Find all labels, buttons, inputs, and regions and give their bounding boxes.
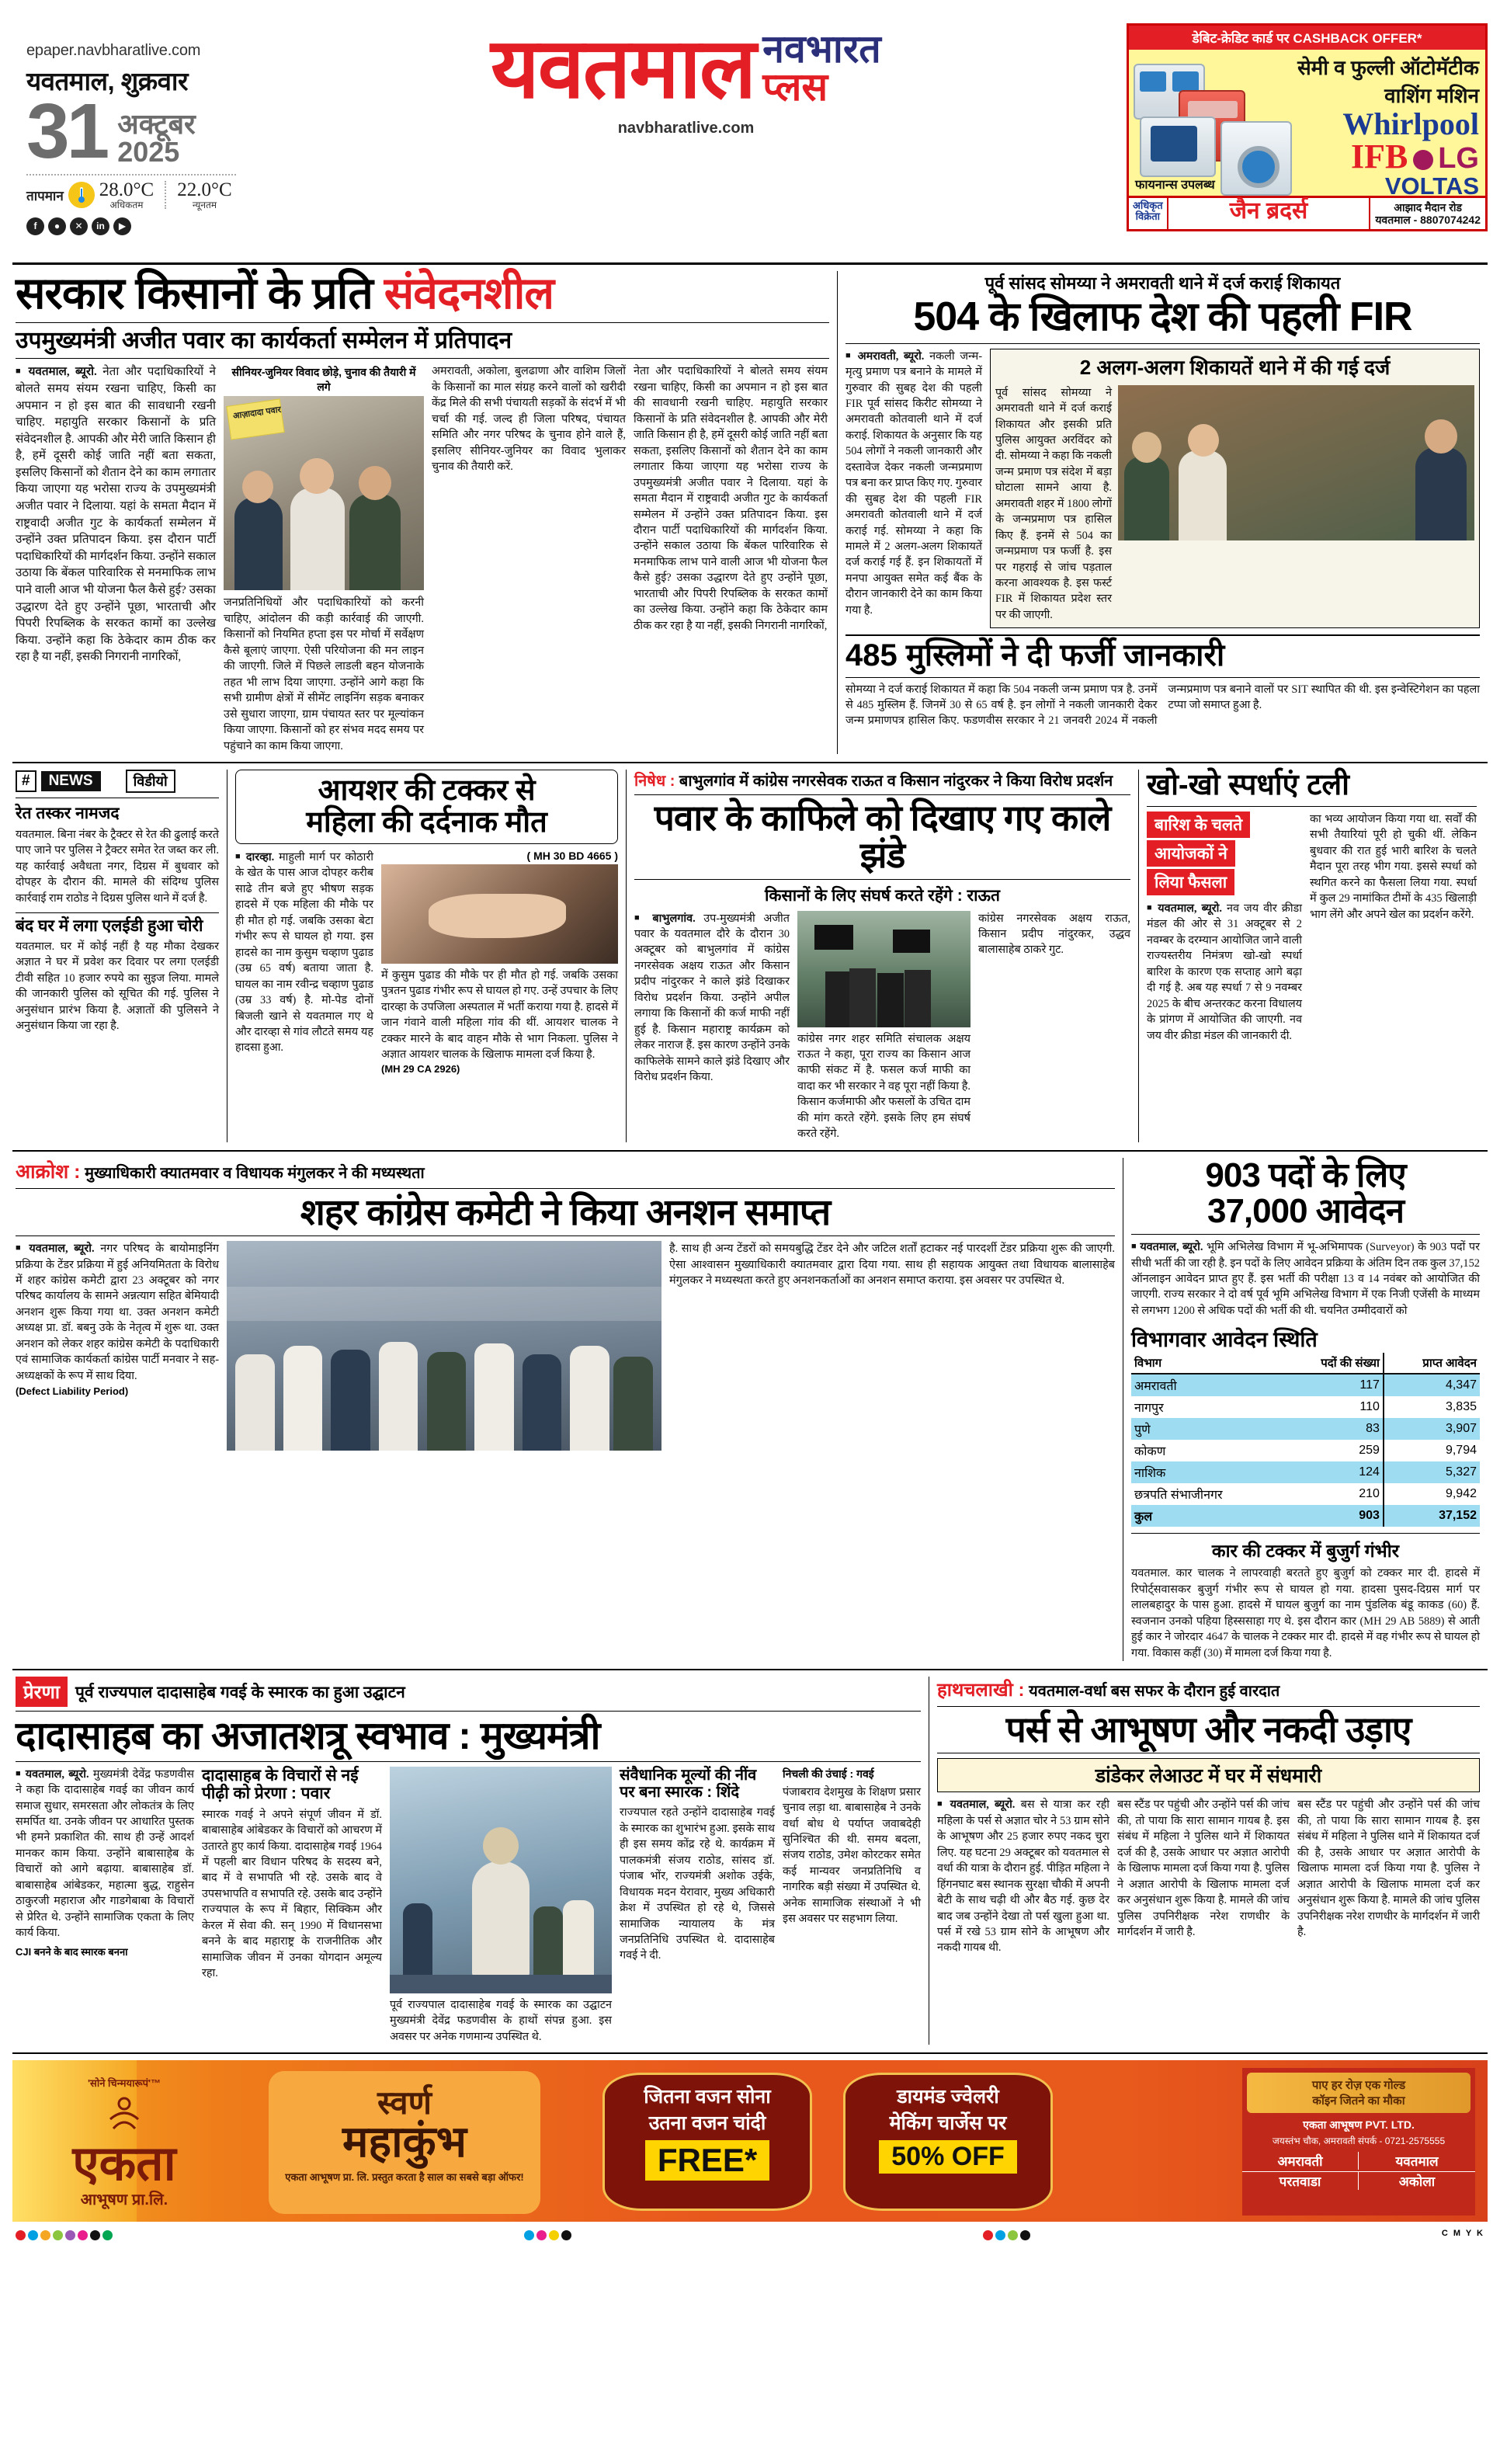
cmyk-label: C M Y K xyxy=(1441,2228,1484,2238)
fir-kicker: पूर्व सांसद सोमय्या ने अमरावती थाने में दर्ज कराई शिकायत xyxy=(984,273,1341,293)
video-label[interactable]: विडीयो xyxy=(126,770,175,793)
cell-department: नागपुर xyxy=(1134,1402,1164,1416)
lead-col-3 xyxy=(432,363,626,754)
masthead-bottom-rule xyxy=(12,262,1488,265)
offer-line-2: महाकुंभ xyxy=(342,2116,467,2166)
cell-posts: 110 xyxy=(1359,1400,1380,1414)
cell-applications: 9,942 xyxy=(1384,1483,1480,1505)
eicher-headline-2: महिला की दर्दनाक मौत xyxy=(306,806,547,839)
cell-total-label: कुल xyxy=(1131,1505,1280,1527)
anshan-label: आक्रोश : xyxy=(16,1160,81,1183)
car-story-headline: कार की टक्कर में बुजुर्ग गंभीर xyxy=(1211,1541,1400,1562)
anshan-story xyxy=(12,1158,1123,1661)
prerna-headline: दादासाहब का अजातशत्रू स्वभाव : मुख्यमंत्री xyxy=(16,1714,600,1758)
news-briefs xyxy=(12,770,227,1142)
anshan-body-2: है. साथ ही अन्य टेंडरों को समयबुद्धि टेंडर देने और जटिल शर्तों हटाकर नई पारदर्शी टेंडर प्रक्रिया शुरू की जाएगी. ऐसा आश्वासन मुख्याधिकारी क्यातमवार द्वारा दिया गया. साथ ही सहायक आयुक्त तथा विधायक बालासाहेब मंगुलकर ने मध्यस्थता करते हुए अनशनकर्ताओं का अनशन समाप्त कराया. इस अवसर पर उपस्थित थे. xyxy=(669,1242,1115,1287)
lg-circle-icon xyxy=(1413,150,1433,170)
lead-body-1: नेता और पदाधिकारियों ने बोलते समय संयम रखना चाहिए, किसी का अपमान न हो इस बात की सावधानी रखनी चाहिए. महायुति सरकार किसानों के प्रति संवेदनशील है. आपकी और मेरी जाति किसान ही है, हमें दूसरी कोई जाति नहीं बता सकता, इसलिए किसानों को शैतान देने का काम लगातार किया जाएगा यह भरोसा राज्य के उपमुख्यमंत्री अजीत पवार ने दिलाया. यहां के समता मैदान में राष्ट्रवादी अजीत गुट के कार्यकर्ता सम्मेलन में उन्होंने उक्त प्रतिपादन किया. इस दौरान पार्टी पदाधिकारियों की मार्गदर्शन किया. उन्होंने सकाल उठाया कि बेंकल पारिवारिक से मनमाफिक लाभ पाने वाली आज भी योजना फैल कैसे हुई? उसका उद्धारण देते हुए उन्होंने पूछा, भारताची और पिपरी रिपब्लिक के सरकत कामों का उल्लेख किया. उन्होंने कहा कि ठेकेदार काम ठीक कर रहा है या नहीं, इसकी निगरानी नागरिकों, xyxy=(16,365,216,664)
fir-sub-headline: 485 मुस्लिमों ने दी फर्जी जानकारी xyxy=(845,638,1225,673)
date-day: 31 xyxy=(26,88,107,175)
ad-city-4: अकोला xyxy=(1359,2171,1475,2190)
lead-byline: ■ यवतमाल, ब्यूरो. xyxy=(16,365,97,378)
khokho-byline: ■ यवतमाल, ब्यूरो. xyxy=(1147,902,1222,915)
lead-col-2 xyxy=(224,363,424,754)
purse-label: हाथचलाखी : xyxy=(937,1680,1025,1701)
black-flags-label: निषेध : xyxy=(634,772,675,790)
instagram-icon[interactable]: ● xyxy=(48,217,66,235)
purse-story xyxy=(929,1677,1488,2045)
khokho-tag-2: आयोजकों ने xyxy=(1147,840,1235,867)
temperature-divider xyxy=(165,181,166,209)
prerna-body-1: मुख्यमंत्री देवेंद्र फडणवीस ने कहा कि दादासाहेब गवई का जीवन कार्य समाज सुधार, समरसता और लोकतंत्र के लिए समर्पित था. उनके जीवन पर आधारित पुस्तक भी हमने प्रकाशित की. साथ ही उन्हें आदर्श मानकर काम किया. उन्होंने बाबासाहेब के विचारों को आगे बढ़ाया. बाबासाहेब डॉ. बाबासाहेब आंबेडकर, महात्मा बुद्ध, राहुसेन ठाकुरजी महाराज और गाडगेबाबा के विचारों से प्रेरित थे. उन्होंने सामाजिक एकता के लिए कार्य किया. xyxy=(16,1767,194,1940)
black-flags-kicker: बाभुलगांव में कांग्रेस नगरसेवक राऊत व किसान नांदुरकर ने किया विरोध प्रदर्शन xyxy=(679,772,1113,790)
khokho-tag-1: बारिश के चलते xyxy=(1147,811,1250,838)
jobs-table-title: विभागवार आवेदन स्थिति xyxy=(1131,1328,1318,1352)
ad-line-2: वाशिंग मशिन xyxy=(1384,84,1479,107)
purse-body-cont: बस स्टैंड पर पहुंची और उन्होंने पर्स की जांच की, तो पाया कि सारा सामान गायब है. इस संबंध में महिला ने पुलिस थाने में शिकायत दर्ज की है, उसके आधार पर अज्ञात आरोपी के खिलाफ मामला दर्ज किया गया है. पुलिस ने अज्ञात आरोपी के खिलाफ मामला दर्ज कर अनुसंधान शुरू किया है. मामले की जांच पुलिस उपनिरीक्षक नरेश राणधीर के मार्गदर्शन में जारी है. xyxy=(1297,1798,1480,1939)
table-row xyxy=(1131,1461,1480,1483)
brief-1-title: रेत तस्कर नामजद xyxy=(16,804,120,822)
linkedin-icon[interactable]: in xyxy=(92,217,109,235)
cell-posts: 259 xyxy=(1359,1444,1380,1458)
table-row xyxy=(1131,1418,1480,1440)
ribbon-line-2: कॉइन जितने का मौका xyxy=(1312,2094,1405,2108)
purse-byline: ■ यवतमाल, ब्यूरो. xyxy=(937,1798,1015,1811)
th-applications: प्राप्त आवेदन xyxy=(1384,1353,1480,1374)
brand-voltas: VOLTAS xyxy=(1384,172,1479,196)
applications-table xyxy=(1131,1353,1480,1527)
anshan-body-1: नगर परिषद के बायोमाइनिंग प्रक्रिया के टेंडर प्रक्रिया में हुई अनियमितता के विरोध में शहर कांग्रेस कमेटी द्वारा 23 अक्टूबर को नगर परिषद कार्यालय के सामने अन्नत्याग सहित बेमियादी अनशन शुरू किया गया था. उक्त अनशन कमेटी अध्यक्ष प्रा. डॉ. बबनु उके के नेतृत्व में शुरू था. उक्त अनशन को लेकर शहर कांग्रेस कमेटी के पदाधिकारी एवं सामाजिक कार्यकर्ता कांग्रेस पार्टी मनवार ने सह-अध्यक्षकों के रूप में साथ दिया. xyxy=(16,1242,219,1382)
cell-department: छत्रपति संभाजीनगर xyxy=(1134,1489,1223,1503)
jobs-headline-1: 903 पदों के लिए xyxy=(1205,1156,1406,1194)
khokho-body-1: नव जय वीर क्रीडा मंडल की ओर से 31 अक्टूबर से 2 नवम्बर के दरम्यान आयोजित जाने वाली राज्यस्तरीय निमंत्रण खो-खो स्पर्धा बारिश के कारण एक सप्ताह आगे बढ़ा दी गई है. अब यह स्पर्धा 7 से 9 नवम्बर 2025 के बीच अन्तरकट करना विधालय के प्रांगण में आयोजित की जाएगी. नव जय वीर क्रीडा मंडल की जानकारी दी. xyxy=(1147,902,1302,1042)
masthead-ad[interactable] xyxy=(1127,11,1488,231)
lead-story xyxy=(12,271,837,754)
prerna-kicker: पूर्व राज्यपाल दादासाहेब गवई के स्मारक का हुआ उद्घाटन xyxy=(75,1683,405,1701)
ad-dealer-address xyxy=(1369,198,1485,229)
fir-byline: ■ अमरावती, ब्यूरो. xyxy=(845,350,924,363)
cell-applications: 9,794 xyxy=(1384,1440,1480,1461)
landgrab-body: बस स्टैंड पर पहुंची और उन्होंने पर्स की जांच की, तो पाया कि सारा सामान गायब है. इस संबंध में महिला ने पुलिस थाने में शिकायत दर्ज की है, उसके आधार पर अज्ञात आरोपी के खिलाफ मामला दर्ज किया गया है. पुलिस ने अज्ञात आरोपी के खिलाफ मामला दर्ज कर अनुसंधान शुरू किया है. मामले की जांच पुलिस उपनिरीक्षक नरेश राणधीर के मार्गदर्शन में जारी है. xyxy=(1117,1798,1290,1939)
prerna-story xyxy=(12,1677,929,2045)
brand-lg: LG xyxy=(1438,142,1479,175)
lead-photo xyxy=(224,396,424,590)
masthead-left xyxy=(12,11,245,235)
cell-department: पुणे xyxy=(1131,1418,1280,1440)
prerna-sub-headline-2-l2: पर बना स्मारक : शिंदे xyxy=(620,1783,739,1801)
cell-applications: 4,347 xyxy=(1384,1374,1480,1396)
cell-department: अमरावती xyxy=(1131,1374,1280,1396)
brief-2-body: यवतमाल. घर में कोई नहीं है यह मौका देखकर अज्ञात ने घर में प्रवेश कर दिवार पर लगा एलईडी टीवी सहित 10 हजार रुपये का सुइज लिया. मामले की जानकारी पुलिस को सूचित की गई. पुलिस ने अनुसंधान प्रारंभ किया है. अज्ञातों की पुलिसने ने अनुसंधान किया जा रहा है. xyxy=(16,940,219,1033)
khokho-story xyxy=(1138,770,1484,1142)
table-row xyxy=(1131,1483,1480,1505)
khokho-tag-3: लिया फैसला xyxy=(1147,869,1234,895)
brief-2-title: बंद घर में लगा एलईडी हुआ चोरी xyxy=(16,917,203,936)
x-twitter-icon[interactable]: ✕ xyxy=(70,217,88,235)
prerna-sub-label: निचली की उंचाई : गवई xyxy=(783,1767,874,1780)
ekta-brand-name: एकता xyxy=(72,2136,176,2191)
anshan-liability-note: (Defect Liability Period) xyxy=(16,1385,129,1398)
hash-icon: # xyxy=(16,770,36,792)
ad-company-name: एकता आभूषण PVT. LTD. xyxy=(1303,2118,1415,2131)
brand-ifb: IFB xyxy=(1350,137,1408,176)
prerna-body-3: राज्यपाल रहते उन्होंने दादासाहेब गवई के स्मारक का शुभारंभ हुआ. इसके साथ ही इस समय कोंद्र रहे थे. कार्यक्रम में पालकमंत्री संजय राठोड, सांसद डॉ. पंजाब भोंर, राज्यमंत्री अशोक उईके, विधायक मदन येरावार, मुख्य अधिकारी क्रेश में उपस्थित हो रहे थे, जिससे सामाजिक न्यायालय के मंत्र जनप्रतिनिधि उपस्थित थे. दादासाहेब गवई ने दी. xyxy=(620,1806,775,1962)
logo-title: यवतमाल xyxy=(491,21,755,115)
thermometer-icon xyxy=(68,182,95,208)
fir-box-body: पूर्व सांसद सोमय्या ने अमरावती थाने में दर्ज कराई शिकायत और इसकी प्रति पुलिस आयुक्त अरविंदर को दी. सोमय्या ने कहा कि नकली जन्म प्रमाण पत्र संदेश में बड़ा घोटाला सामने आया है. अमरावती शहर में 1800 लोगों के जन्मप्रमाण पत्र हासिल किए हैं. इनमें से 504 का जन्मप्रमाण पत्र फर्जी है. इस पर गहराई से जांच पड़ताल करना आवश्यक है. इस फर्स्ट FIR में शिकायत प्रदेश स्तर पर की जाएगी. xyxy=(995,386,1112,621)
temperature-block xyxy=(26,180,245,210)
ad-address-line2: यवतमाल - 8807074242 xyxy=(1375,214,1481,227)
lead-headline-part1: सरकार किसानों के प्रति xyxy=(16,269,384,318)
eicher-headline-1: आयशर की टक्कर से xyxy=(318,773,536,807)
temperature-max: 28.0°C xyxy=(99,179,155,200)
prerna-body-2: स्मारक गवई ने अपने संपूर्ण जीवन में डॉ. बाबासाहेब आंबेडकर के विचारों को आचरण में उतारते हुए कार्य किया. दादासाहेब गवई 1964 में पहली बार विधान परिषद के सदस्य बने, बाद में वे सभापति भी रहे. उसके बाद वे उपसभापति व सभापति रहे. उसके बाद उन्होंने राज्यपाल के रूप में बिहार, सिक्किम और केरल में सेवा की. सन् 1990 में विधानसभा बनने के बाद महाराष्ट्र के राजनीतिक और सामाजिक जीवन में उनका योगदान अमूल्य रहा. xyxy=(202,1808,382,1980)
eicher-byline: ■ दारव्हा. xyxy=(235,851,274,864)
cell-department: कोकण xyxy=(1134,1445,1166,1459)
prerna-sub-headline-1: दादासाहब के विचारों से नई पीढ़ी को प्रेरणा : पवार xyxy=(202,1766,359,1803)
ad-dealer-name: जैन ब्रदर्स xyxy=(1229,198,1308,224)
lead-col-1 xyxy=(16,363,216,754)
ekta-tm: 'सोने चिन्मयारूपं'™ xyxy=(87,2077,161,2089)
prerna-body-4: पंजाबराव देशमुख के शिक्षण प्रसार चुनाव लड़ा था. बाबासाहेब ने उनके वर्धा बोध थे पर्याप्त जवाबदेही सुनिश्चित की थी. समय बदला, संजय राठोड, उमेश कोरटकर समेत कई मान्यवर जनप्रतिनिधि व नागरिक बड़ी संख्या में उपस्थित थे. अनेक सामाजिक संस्थाओं ने भी इस अवसर पर सहभाग लिया. xyxy=(783,1785,921,1926)
anshan-kicker: मुख्याधिकारी क्यातमवार व विधायक मंगुलकर ने की मध्यस्थता xyxy=(85,1164,425,1182)
ad-contact: जयस्तंभ चौक, अमरावती संपर्क - 0721-2575555 xyxy=(1272,2135,1446,2146)
prerna-footnote: CJI बनने के बाद स्मारक बनना xyxy=(16,1945,128,1958)
table-header-row xyxy=(1131,1353,1480,1374)
purse-body: बस से यात्रा कर रही महिला के पर्स से अज्ञात चोर ने 53 ग्राम सोने के आभूषण और 25 हजार रुपए नकद चुरा लिए. यह घटना 29 अक्टूबर को यवतमाल से वर्धा की यात्रा के दौरान हुई. पीड़ित महिला ने हिंगनघाट बस स्थानक सुरक्षा चौकी में अपनी बेटी के साथ चढ़ी थी और बैठ गई. कुछ देर बाद जब उन्होंने देखा तो पर्स खुला हुआ था. पर्स में रखे 53 ग्राम सोने के आभूषण और नकदी गायब थी. xyxy=(937,1798,1109,1955)
ad-city-1: अमरावती xyxy=(1242,2152,1359,2170)
news-label: NEWS xyxy=(41,771,101,791)
eicher-story xyxy=(227,770,626,1142)
car-story-body: यवतमाल. कार चालक ने लापरवाही बरतते हुए बुजुर्ग को टक्कर मार दी. हादसे में रिपोर्ट्सवासकर बुजुर्ग गंभीर रूप से घायल हो गया. हादसा पुसद-दिग्रस मार्ग पर लालबहादुर के पास हुआ. हादसे में घायल बुजुर्ग का नाम पुंडलिक बंडू काकड (60) हैं. स्वजनान उनको पहिया हिस्ससाहा गए थे. इस दौरान कार (MH 29 AB 5889) से आती हुई कार ने जोरदार 4647 के चालक ने टक्कर मार दी. हादसे में वह गंभीर रूप से घायल हो गया. विकास कहीं (30) में मामला दर्ज किया गया है. xyxy=(1131,1567,1480,1659)
eicher-photo xyxy=(381,864,618,964)
ad-finance-text: फायनान्स उपलब्ध xyxy=(1135,179,1215,192)
jobs-story xyxy=(1123,1158,1488,1661)
khokho-tagline xyxy=(1147,811,1302,895)
fir-headline: 504 के खिलाफ देश की पहली FIR xyxy=(913,294,1412,339)
fir-col-2 xyxy=(990,349,1480,629)
coupon-1-line-2: उतना वजन चांदी xyxy=(648,2111,766,2134)
offer-subtext: एकता आभूषण प्रा. लि. प्रस्तुत करता है साल का सबसे बड़ा ऑफर! xyxy=(285,2170,524,2183)
cell-total-applications: 37,152 xyxy=(1384,1505,1480,1527)
section-divider-3 xyxy=(12,1669,1488,1670)
purse-headline: पर्स से आभूषण और नकदी उड़ाए xyxy=(1005,1709,1411,1750)
lead-body-2: जनप्रतिनिधियों और पदाधिकारियों को करनी चाहिए, आंदोलन की कड़ी कार्रवाई की जाएगी. किसानों को नियमित हप्ता इस पर मोर्चा में सर्वेक्षण कैसे बूलाएं जाएगा. ऐसी परियोजना की मन लाइन की जाएगी. जिले में पिछले लाडली बहन योजनाके तहत भी लाभ दिया जाएगा. उन्होंने आगे कहा कि सभी ग्रामीण क्षेत्रों में सीमेंट लाइनिंग सड़क बनाकर उसे सुधारा जाएगा, ग्राम पंचायत स्तर पर मूल्यांकन किया जाएगा. किसानों को हर संभव मदद समय पर पहुंचाने का काम किया जाएगा. xyxy=(224,596,424,752)
city-day-label: यवतमाल, शुक्रवार xyxy=(26,67,188,96)
lead-col3-body: अमरावती, अकोला, बुलढाणा और वाशिम जिलों के किसानों का माल संग्रह करने वालों को खरीदी केंद्र मिले की सभी पंचायती सड़कों के संदर्भ में भी चर्चा की गई. जल्द ही जिला परिषद, पंचायत समिति और नगर परिषद के चुनाव होने वाले हैं, इसलिए सीनियर-जुनियर का विवाद भुलाकर चुनाव की तैयारी करें. xyxy=(432,365,626,474)
anshan-byline: ■ यवतमाल, ब्यूरो. xyxy=(16,1242,95,1255)
fourth-section xyxy=(12,1677,1488,2045)
date-block xyxy=(26,88,245,175)
eicher-vehicle-number-2: (MH 29 CA 2926) xyxy=(381,1062,460,1075)
ad-cashback-header: डेबिट-क्रेडिट कार्ड पर CASHBACK OFFER* xyxy=(1129,26,1485,50)
black-flags-photo xyxy=(797,911,970,1027)
coupon-diamond xyxy=(843,2073,1053,2211)
eicher-body-1: माहुली मार्ग पर कोठारी के खेत के पास आज दोपहर करीब साढे तीन बजे हुए भीषण सड़क हादसे में एक महिला की मौके पर ही मौत हो गई. जबकि उसका बेटा गंभीर रूप से घायल हो गया. इस हादसे का नाम कुसुम चव्हाण पुढाड (उम्र 65 वर्ष) बताया जाता है. घायल का नाम रवीन्द्र चव्हाण पुढाड (उम्र 33 वर्ष) है. मो-पेड दोनों बिजली खाने से यवतमाल गए थे और दारव्हा से गांव लौटते समय यह हादसा हुआ. xyxy=(235,851,373,1055)
coupon-2-line-1: डायमंड ज्वेलरी xyxy=(897,2085,999,2108)
fir-body-1: नकली जन्म-मृत्यु प्रमाण पत्र बनाने के मामले में गुरुवार की सुबह देश की पहली FIR पूर्व सांसद किरीट सोमय्या ने अमरावती कोतवाली थाने में दर्ज कराई. शिकायत के अनुसार कि यह 504 लोगों ने नकली जानकारी और दस्तावेज देकर नकली जन्मप्रमाण पत्र बना कर प्राप्त किए गए. गुरुवार की सुबह देश की पहली FIR अमरावती कोतवाली थाने में दर्ज कराई गई. सोमय्या ने कहा कि मामले में 2 अलग-अलग शिकायतें दर्ज कराई गई हैं. इन शिकायतों में मनपा आयुक्त समेत कई बैंक के दौरान जानकारी देने का काम किया गया है. xyxy=(845,349,982,617)
prerna-sub-body: पूर्व राज्यपाल दादासाहेब गवई के स्मारक का उद्घाटन मुख्यमंत्री देवेंद्र फडणवीस के हाथों संपन्न हुआ. इस अवसर पर अनेक गणमान्य उपस्थित थे. xyxy=(390,1998,612,2043)
social-icons xyxy=(26,217,245,235)
cell-applications: 5,327 xyxy=(1384,1461,1480,1483)
coupon-2-badge: 50% OFF xyxy=(879,2140,1016,2174)
table-row xyxy=(1131,1440,1480,1461)
cell-department: नाशिक xyxy=(1131,1461,1280,1483)
th-department: विभाग xyxy=(1131,1353,1280,1374)
black-flags-caption: कांग्रेस नगरसेवक अक्षय राऊत, किसान प्रदीप नांदुरकर, उद्धव बालासाहेब ठाकरे गुट. xyxy=(978,912,1130,957)
table-total-row xyxy=(1131,1505,1480,1527)
khokho-body-2: का भव्य आयोजन किया गया था. सर्वों की सभी तैयारियां पूरी हो चुकी थीं. लेकिन बुधवार की रात हुई भारी बारिश के चलते मैदान पूरा तरह भीग गया. इससे स्पर्धा को स्थगित करने का फैसला लिया गया. स्पर्धा में कुल 29 नामांकित टीमों के 435 खिलाड़ी भाग लेंगे और अपने खेल का प्रदर्शन करेंगे. xyxy=(1310,813,1477,921)
th-posts: पदों की संख्या xyxy=(1280,1353,1384,1374)
table-row xyxy=(1131,1374,1480,1396)
lead-col4-body: नेता और पदाधिकारियों ने बोलते समय संयम रखना चाहिए, किसी का अपमान न हो इस बात की सावधानी रखनी चाहिए. महायुति सरकार किसानों के प्रति संवेदनशील है. आपकी और मेरी जाति किसान ही है, हमें दूसरी कोई जाति नहीं बता सकता, इसलिए किसानों को शैतान देने का काम लगातार किया जाएगा यह भरोसा राज्य के उपमुख्यमंत्री अजीत पवार ने दिलाया. यहां के समता मैदान में राष्ट्रवादी अजीत गुट के कार्यकर्ता सम्मेलन में उन्होंने उक्त प्रतिपादन किया. इस दौरान पार्टी पदाधिकारियों की मार्गदर्शन किया. उन्होंने सकाल उठाया कि बेंकल पारिवारिक से मनमाफिक लाभ पाने वाली आज भी योजना फैल कैसे हुई? उसका उद्धारण देते हुए उन्होंने पूछा, भारताची और पिपरी रिपब्लिक के सरकत कामों का उल्लेख किया. उन्होंने कहा कि ठेकेदार काम ठीक कर रहा है या नहीं, इसकी निगरानी नागरिकों, xyxy=(634,365,828,632)
lead-photo-caption: सीनियर-जुनियर विवाद छोड़े, चुनाव की तैयारी में लगे xyxy=(231,366,416,394)
fir-photo xyxy=(1118,385,1474,540)
prerna-sub-headline-2-l1: संवैधानिक मूल्यों की नींव xyxy=(620,1766,757,1784)
black-flags-story xyxy=(626,770,1138,1142)
prerna-photo xyxy=(390,1767,612,1993)
date-month: अक्टूबर xyxy=(117,108,196,140)
fir-deck: 2 अलग-अलग शिकायतें थाने में की गई दर्ज xyxy=(1079,355,1391,379)
landgrab-headline: डांडेकर लेआउट में घर में संधमारी xyxy=(1095,1765,1322,1788)
temperature-label: तापमान xyxy=(26,188,64,203)
youtube-icon[interactable]: ▶ xyxy=(113,217,131,235)
cell-total-posts: 903 xyxy=(1280,1505,1384,1527)
coupon-1-line-1: जितना वजन सोना xyxy=(644,2085,771,2108)
jobs-headline-2: 37,000 आवेदन xyxy=(1207,1191,1405,1230)
logo-navbharat: नवभारत xyxy=(762,26,881,71)
ad-address-line1: आझाद मैदान रोड xyxy=(1394,201,1463,214)
black-flags-body-2: कांग्रेस नगर शहर समिति संचालक अक्षय राऊत ने कहा, पूरा राज्य का किसान आज काफी संकट में है. फसल कर्ज माफी का वादा कर भी सरकार ने वह पूरा नहीं किया है. किसान कर्जमाफी और फसलों के उचित दाम की मांग करते रहेंगे. इसके लिए हम संघर्ष करते रहेंगे. xyxy=(797,1032,970,1141)
news-badge-row xyxy=(16,770,175,793)
black-flags-body-1: उप-मुख्यमंत्री अजीत पवार के यवतमाल दौरे के दौरान 30 अक्टूबर को बाभुलगांव में कांग्रेस नगरसेवक अक्षय राऊत और किसान प्रदीप नांदुरकर ने काले झंडे दिखाकर विरोध प्रदर्शन किया. उन्होंने अपील लगाया कि किसानों की कर्ज माफी नहीं हुई है. किसान महाराष्ट्र कार्यक्रम को लेकर नाराज हैं. इस कारण उन्होंने उनके काफिलेके सामने काले झंडे दिखाए और विरोध प्रदर्शन किया. xyxy=(634,912,790,1084)
lead-headline-highlight: संवेदनशील xyxy=(384,269,554,318)
black-flags-byline: ■ बाभुलगांव. xyxy=(634,912,696,925)
brief-1-body: यवतमाल. बिना नंबर के ट्रैक्टर से रेत की ढुलाई करते पाए जाने पर पुलिस ने ट्रैक्टर समेत रेत जब्त कर ली. यह कार्रवाई अवैधता नगर, दिग्रस में बुधवार को दोपहर के दौरान की. मामले की संदिग्ध पुलिस कार्रवाई राम राठोड ने दिग्रस पुलिस थाने में दर्ज है. xyxy=(16,828,219,905)
black-flags-headline: पवार के काफिले को दिखाए गए काले झंडे xyxy=(654,797,1111,876)
temperature-min-label: न्यूनतम xyxy=(192,200,217,211)
eicher-body-2: में कुसुम पुढाड की मौके पर ही मौत हो गई. जबकि उसका पुत्रतन पुढाड गंभीर रूप से घायल हो गए. उन्हें उपचार के लिए दारव्हा के उपजिला अस्पताल में भर्ती कराया गया है. हादसे में जान गंवाने वाली महिला गांव की थीं. आयशर चालक ने टक्कर मारने के बाद वाहन मौके से भाग निकला. पुलिस ने अज्ञात आयशर चालक के खिलाफ मामला दर्ज किया है. xyxy=(381,969,618,1062)
fir-deck-box xyxy=(990,349,1480,629)
lead-col-4 xyxy=(634,363,828,754)
ekta-emblem-icon xyxy=(102,2093,146,2136)
bottom-advertisement[interactable] xyxy=(12,2060,1488,2222)
offer-line-1: स्वर्ण xyxy=(377,2083,432,2121)
coupon-1-badge: FREE* xyxy=(645,2140,769,2181)
third-section xyxy=(12,1158,1488,1661)
coupon-gold-silver xyxy=(602,2073,812,2211)
fir-story xyxy=(837,271,1488,754)
lead-subhead: उपमुख्यमंत्री अजीत पवार का कार्यकर्ता सम्मेलन में प्रतिपादन xyxy=(16,327,512,353)
jobs-body: भूमि अभिलेख विभाग में भू-अभिमापक (Surveyor) के 903 पदों पर सीधी भर्ती की जा रही है. इन पदों के लिए आवेदन प्रक्रिया के अंतिम दिन तक कुल 37,152 ऑनलाइन आवेदन प्राप्त हुए हैं. इस भर्ती की परीक्षा 13 व 14 नवंबर को आयोजित की जाएगी. राज्य सरकार ने दो वर्ष पूर्व भूमि अभिलेख विभाग में एक निजी एजेंसी के माध्यम से लगभग 1200 से अधिक पदों की भर्ती की थी. चयनित उम्मीदवारों को xyxy=(1131,1241,1480,1317)
ekta-brand-sub: आभूषण प्रा.लि. xyxy=(80,2191,168,2209)
temperature-max-label: अधिकतम xyxy=(109,200,144,211)
purse-kicker: यवतमाल-वर्धा बस सफर के दौरान हुई वारदात xyxy=(1029,1683,1280,1701)
jobs-byline: ■ यवतमाल, ब्यूरो. xyxy=(1131,1241,1203,1253)
prerna-label: प्रेरणा xyxy=(16,1677,68,1707)
website-line[interactable]: navbharatlive.com xyxy=(617,119,755,137)
top-section xyxy=(12,271,1488,754)
cell-posts: 210 xyxy=(1359,1487,1380,1501)
ribbon-line-1: पाए हर रोज़ एक गोल्ड xyxy=(1311,2078,1406,2092)
footer-bar xyxy=(12,2226,1488,2240)
ad-city-3: परतवाडा xyxy=(1242,2171,1359,2190)
ad-authorised-dealer-label: अधिकृत विक्रेता xyxy=(1129,198,1168,229)
coupon-2-line-2: मेकिंग चार्जेस पर xyxy=(889,2111,1007,2134)
cell-posts: 117 xyxy=(1280,1374,1384,1396)
lead-photo-overlay: आज़ादादा पवार xyxy=(232,405,282,422)
ad-city-2: यवतमाल xyxy=(1395,2153,1439,2169)
cell-applications: 3,907 xyxy=(1384,1418,1480,1440)
logo-plus: प्लस xyxy=(762,64,828,109)
ad-line-1: सेमी व फुल्ली ऑटोमॅटीक xyxy=(1297,56,1479,79)
anshan-headline: शहर कांग्रेस कमेटी ने किया अनशन समाप्त xyxy=(300,1190,831,1232)
cell-posts: 83 xyxy=(1280,1418,1384,1440)
bottom-ad-rule xyxy=(12,2052,1488,2054)
second-section xyxy=(12,770,1488,1142)
registration-dots xyxy=(16,2231,113,2240)
khokho-headline: खो-खो स्पर्धाएं टली xyxy=(1147,768,1349,801)
epaper-url[interactable]: epaper.navbharatlive.com xyxy=(26,42,201,59)
temperature-min: 22.0°C xyxy=(177,179,232,200)
date-year: 2025 xyxy=(117,136,180,168)
eicher-vehicle-number-1: ( MH 30 BD 4665 ) xyxy=(526,850,618,863)
anshan-photo xyxy=(227,1241,661,1451)
lead-headline xyxy=(16,271,829,318)
ad-body xyxy=(1129,50,1485,196)
cell-applications: 3,835 xyxy=(1384,1396,1480,1418)
fir-sub-body: सोमय्या ने दर्ज कराई शिकायत में कहा कि 504 नकली जन्म प्रमाण पत्र है. उनमें से 485 मुस्लिम हैं. जिनमें 30 से 65 वर्ष है. इन लोगों ने नकली जानकारी देकर जन्म प्रमाणपत्र हासिल किए. फडणवीस सरकार ने 21 जनवरी 2024 में नकली जन्मप्रमाण पत्र बनाने वालों पर SIT स्थापित की थी. इस इन्वेस्टिगेशन का पहला टप्पा जो समाप्त हुआ है. xyxy=(845,683,1480,728)
facebook-icon[interactable]: f xyxy=(26,217,44,235)
prerna-byline: ■ यवतमाल, ब्यूरो. xyxy=(16,1768,89,1781)
masthead xyxy=(12,11,1488,259)
black-flags-deck: किसानों के लिए संघर्ष करते रहेंगे : राऊत xyxy=(764,886,1001,905)
cell-posts: 124 xyxy=(1280,1461,1384,1483)
brand-whirlpool: Whirlpool xyxy=(1342,106,1479,141)
fir-col-1 xyxy=(845,349,982,629)
section-divider-2 xyxy=(12,1150,1488,1152)
masthead-logo xyxy=(245,11,1127,137)
section-divider-1 xyxy=(12,762,1488,763)
table-row xyxy=(1131,1396,1480,1418)
